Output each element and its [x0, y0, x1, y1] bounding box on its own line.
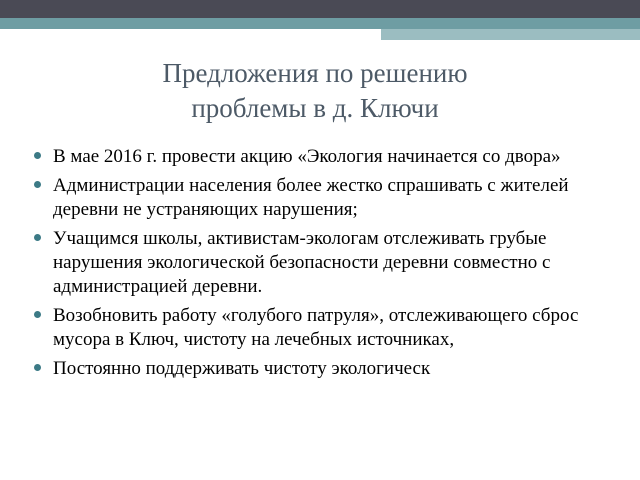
bullet-text: Учащимся школы, активистам-экологам отслеживать грубые нарушения экологической безопасности деревни совместно с администрацией деревни.: [53, 228, 551, 297]
bullet-item: [34, 227, 624, 299]
bullet-text: Администрации населения более жестко спрашивать с жителей деревни не устраняющих нарушения;: [53, 175, 569, 220]
header-band-teal: [0, 18, 640, 29]
slide-title-line-1: Предложения по решению: [162, 58, 468, 88]
bullet-dot-icon: [34, 152, 41, 159]
slide-title-line-2: проблемы в д. Ключи: [191, 93, 439, 123]
bullet-list: [34, 145, 624, 386]
bullet-dot-icon: [34, 364, 41, 371]
bullet-item: [34, 357, 624, 381]
bullet-dot-icon: [34, 181, 41, 188]
bullet-text: Возобновить работу «голубого патруля», отслеживающего сброс мусора в Ключ, чистоту на лечебных источниках,: [53, 305, 579, 350]
bullet-text: В мае 2016 г. провести акцию «Экология начинается со двора»: [53, 146, 561, 167]
bullet-text: Постоянно поддерживать чистоту экологическ: [53, 358, 431, 379]
header-band-dark: [0, 0, 640, 18]
header-band-accent: [381, 29, 640, 40]
bullet-dot-icon: [34, 311, 41, 318]
bullet-item: [34, 174, 624, 222]
bullet-item: [34, 145, 624, 169]
bullet-item: [34, 304, 624, 352]
bullet-dot-icon: [34, 234, 41, 241]
slide-title: [100, 56, 530, 126]
